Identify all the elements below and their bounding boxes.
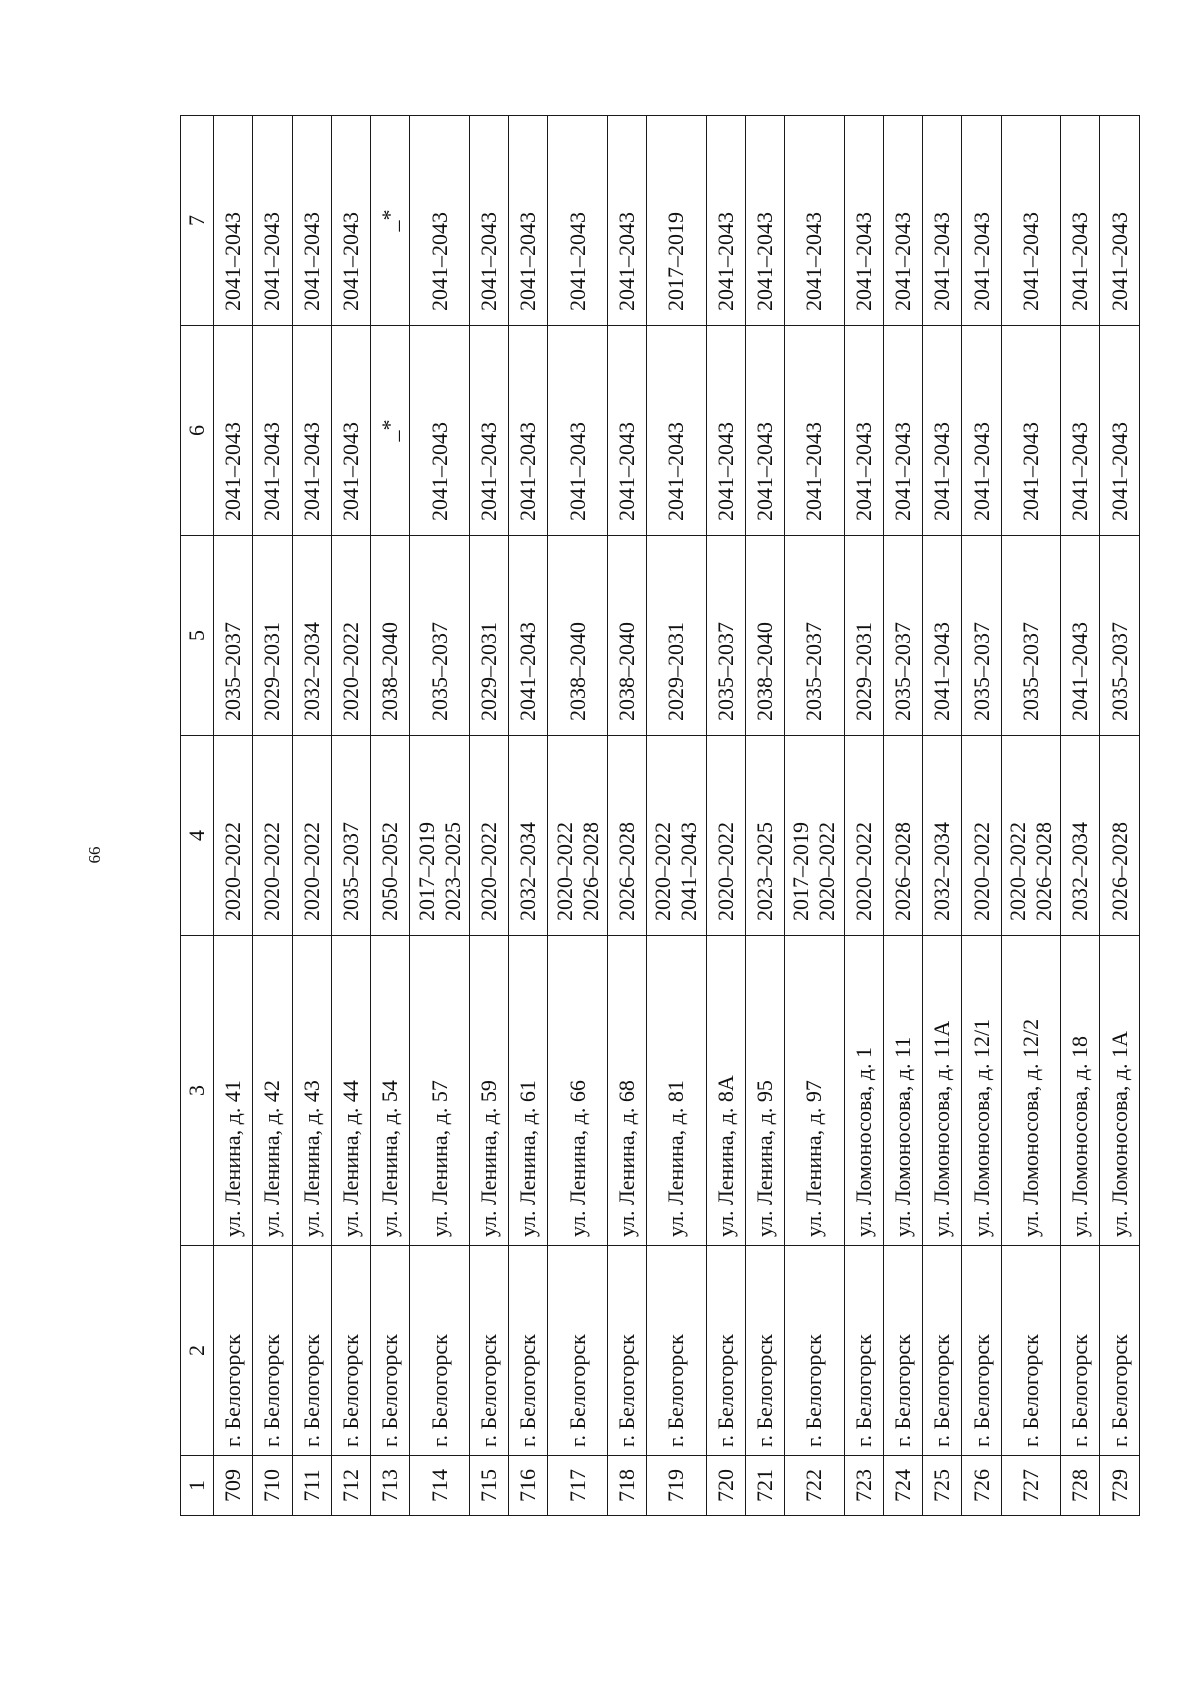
period-cell-col6: 2041–2043 [962,326,1001,536]
period-cell-col4 [923,736,962,936]
period-line: 2020–2022 [968,822,994,921]
period-cell-col6: 2041–2043 [214,326,253,536]
period-line: 2020–2022 [712,822,738,921]
period-cell-col6: 2041–2043 [883,326,922,536]
table-row [214,116,253,1516]
period-cell-col5: 2035–2037 [706,536,745,736]
period-cell-col4 [548,736,607,936]
period-cell-col7: _* [371,116,410,326]
period-line: 2026–2028 [614,822,640,921]
period-cell-col7: 2041–2043 [469,116,508,326]
table-row [1061,116,1100,1516]
period-cell-col4 [214,736,253,936]
table-row [706,116,745,1516]
period-cell-col4 [509,736,548,936]
table-row [607,116,646,1516]
table-row [410,116,469,1516]
period-cell-col6: 2041–2043 [785,326,844,536]
city-cell: г. Белогорск [923,1246,962,1456]
column-header-2: 2 [181,1246,214,1456]
period-cell-col5: 2035–2037 [962,536,1001,736]
period-cell-col7: 2041–2043 [410,116,469,326]
period-cell-col4 [410,736,469,936]
row-number: 727 [1001,1456,1060,1516]
period-cell-col6: 2041–2043 [509,326,548,536]
period-cell-col5: 2038–2040 [548,536,607,736]
period-cell-col7: 2041–2043 [844,116,883,326]
column-header-6: 6 [181,326,214,536]
period-line: 2020–2022 [551,822,577,921]
city-cell: г. Белогорск [509,1246,548,1456]
table-row [844,116,883,1516]
city-cell: г. Белогорск [469,1246,508,1456]
table-row [469,116,508,1516]
period-cell-col4 [785,736,844,936]
period-cell-col6: _* [371,326,410,536]
table-row [785,116,844,1516]
address-cell: ул. Ленина, д. 41 [214,936,253,1246]
table-row [371,116,410,1516]
address-cell: ул. Ленина, д. 66 [548,936,607,1246]
period-cell-col5: 2035–2037 [410,536,469,736]
period-cell-col4 [1100,736,1140,936]
table-header-row [181,116,214,1516]
row-number: 713 [371,1456,410,1516]
address-cell: ул. Ленина, д. 59 [469,936,508,1246]
period-cell-col4 [253,736,292,936]
address-cell: ул. Ленина, д. 97 [785,936,844,1246]
period-line: 2026–2028 [1030,822,1056,921]
city-cell: г. Белогорск [292,1246,331,1456]
row-number: 719 [647,1456,706,1516]
period-cell-col5: 2029–2031 [253,536,292,736]
period-cell-col5: 2035–2037 [1100,536,1140,736]
city-cell: г. Белогорск [883,1246,922,1456]
period-cell-col4 [331,736,370,936]
row-number: 717 [548,1456,607,1516]
period-cell-col6: 2041–2043 [923,326,962,536]
period-cell-col7: 2041–2043 [883,116,922,326]
period-cell-col6: 2041–2043 [1001,326,1060,536]
row-number: 710 [253,1456,292,1516]
period-cell-col5: 2029–2031 [647,536,706,736]
period-line: 2041–2043 [676,822,702,921]
address-cell: ул. Ленина, д. 8А [706,936,745,1246]
period-line: 2035–2037 [337,822,363,921]
period-cell-col4 [844,736,883,936]
city-cell: г. Белогорск [607,1246,646,1456]
period-line: 2020–2022 [1004,822,1030,921]
period-line: 2020–2022 [259,822,285,921]
period-cell-col7: 2041–2043 [292,116,331,326]
city-cell: г. Белогорск [253,1246,292,1456]
period-cell-col5: 2032–2034 [292,536,331,736]
city-cell: г. Белогорск [410,1246,469,1456]
period-cell-col5: 2035–2037 [1001,536,1060,736]
row-number: 715 [469,1456,508,1516]
city-cell: г. Белогорск [785,1246,844,1456]
period-cell-col6: 2041–2043 [607,326,646,536]
address-cell: ул. Ломоносова, д. 12/1 [962,936,1001,1246]
period-cell-col4 [1061,736,1100,936]
row-number: 725 [923,1456,962,1516]
address-cell: ул. Ленина, д. 43 [292,936,331,1246]
period-cell-col4 [962,736,1001,936]
table-row [883,116,922,1516]
period-cell-col7: 2041–2043 [962,116,1001,326]
period-cell-col6: 2041–2043 [844,326,883,536]
period-cell-col7: 2041–2043 [745,116,784,326]
row-number: 729 [1100,1456,1140,1516]
table-row [1100,116,1140,1516]
page-number: 66 [85,846,104,864]
table-row [923,116,962,1516]
period-cell-col7: 2041–2043 [1001,116,1060,326]
period-cell-col5: 2041–2043 [923,536,962,736]
row-number: 728 [1061,1456,1100,1516]
column-header-3: 3 [181,936,214,1246]
row-number: 716 [509,1456,548,1516]
row-number: 711 [292,1456,331,1516]
table-row [331,116,370,1516]
city-cell: г. Белогорск [214,1246,253,1456]
table-row [647,116,706,1516]
city-cell: г. Белогорск [1100,1246,1140,1456]
period-line: 2023–2025 [752,822,778,921]
period-line: 2020–2022 [298,822,324,921]
city-cell: г. Белогорск [331,1246,370,1456]
period-line: 2050–2052 [377,822,403,921]
city-cell: г. Белогорск [647,1246,706,1456]
table-body [214,116,1140,1516]
period-cell-col7: 2041–2043 [607,116,646,326]
period-cell-col4 [1001,736,1060,936]
period-cell-col6: 2041–2043 [410,326,469,536]
period-cell-col5: 2038–2040 [607,536,646,736]
address-cell: ул. Ломоносова, д. 12/2 [1001,936,1060,1246]
city-cell: г. Белогорск [1061,1246,1100,1456]
address-cell: ул. Ленина, д. 42 [253,936,292,1246]
city-cell: г. Белогорск [1001,1246,1060,1456]
table-row [1001,116,1060,1516]
period-cell-col6: 2041–2043 [706,326,745,536]
address-cell: ул. Ломоносова, д. 1 [844,936,883,1246]
row-number: 724 [883,1456,922,1516]
period-line: 2017–2019 [788,822,814,921]
period-cell-col7: 2041–2043 [509,116,548,326]
address-cell: ул. Ленина, д. 61 [509,936,548,1246]
period-cell-col6: 2041–2043 [647,326,706,536]
address-cell: ул. Ленина, д. 81 [647,936,706,1246]
schedule-table [180,115,1140,1516]
period-cell-col6: 2041–2043 [331,326,370,536]
period-cell-col4 [469,736,508,936]
period-line: 2020–2022 [850,822,876,921]
address-cell: ул. Ленина, д. 95 [745,936,784,1246]
period-line: 2026–2028 [1106,822,1132,921]
table-row [548,116,607,1516]
period-cell-col7: 2041–2043 [785,116,844,326]
city-cell: г. Белогорск [962,1246,1001,1456]
row-number: 720 [706,1456,745,1516]
period-cell-col5: 2035–2037 [785,536,844,736]
period-cell-col6: 2041–2043 [469,326,508,536]
address-cell: ул. Ломоносова, д. 18 [1061,936,1100,1246]
address-cell: ул. Ленина, д. 57 [410,936,469,1246]
column-header-4: 4 [181,736,214,936]
table-row [292,116,331,1516]
period-cell-col4 [371,736,410,936]
period-cell-col5: 2041–2043 [509,536,548,736]
period-cell-col4 [647,736,706,936]
city-cell: г. Белогорск [706,1246,745,1456]
row-number: 726 [962,1456,1001,1516]
period-cell-col7: 2041–2043 [331,116,370,326]
period-line: 2020–2022 [220,822,246,921]
city-cell: г. Белогорск [844,1246,883,1456]
period-cell-col4 [292,736,331,936]
address-cell: ул. Ленина, д. 54 [371,936,410,1246]
city-cell: г. Белогорск [548,1246,607,1456]
period-cell-col6: 2041–2043 [292,326,331,536]
period-line: 2020–2022 [814,822,840,921]
row-number: 723 [844,1456,883,1516]
period-cell-col6: 2041–2043 [1061,326,1100,536]
row-number: 712 [331,1456,370,1516]
period-cell-col5: 2038–2040 [745,536,784,736]
column-header-5: 5 [181,536,214,736]
period-cell-col7: 2041–2043 [214,116,253,326]
period-cell-col4 [706,736,745,936]
period-cell-col7: 2041–2043 [1100,116,1140,326]
row-number: 714 [410,1456,469,1516]
row-number: 709 [214,1456,253,1516]
period-cell-col4 [745,736,784,936]
period-cell-col5: 2035–2037 [214,536,253,736]
address-cell: ул. Ленина, д. 44 [331,936,370,1246]
address-cell: ул. Ломоносова, д. 11А [923,936,962,1246]
period-cell-col5: 2029–2031 [844,536,883,736]
period-line: 2032–2034 [1067,822,1093,921]
period-line: 2032–2034 [515,822,541,921]
city-cell: г. Белогорск [745,1246,784,1456]
period-cell-col6: 2041–2043 [253,326,292,536]
period-cell-col6: 2041–2043 [745,326,784,536]
period-cell-col7: 2041–2043 [706,116,745,326]
period-cell-col6: 2041–2043 [1100,326,1140,536]
period-line: 2026–2028 [890,822,916,921]
address-cell: ул. Ломоносова, д. 11 [883,936,922,1246]
period-cell-col5: 2038–2040 [371,536,410,736]
period-line: 2020–2022 [650,822,676,921]
period-cell-col6: 2041–2043 [548,326,607,536]
table-row [509,116,548,1516]
column-header-1: 1 [181,1456,214,1516]
period-cell-col7: 2041–2043 [253,116,292,326]
row-number: 722 [785,1456,844,1516]
address-cell: ул. Ленина, д. 68 [607,936,646,1246]
schedule-table-container [180,116,1140,1516]
period-cell-col7: 2017–2019 [647,116,706,326]
period-cell-col7: 2041–2043 [1061,116,1100,326]
table-row [253,116,292,1516]
table-row [962,116,1001,1516]
column-header-7: 7 [181,116,214,326]
period-line: 2032–2034 [929,822,955,921]
row-number: 718 [607,1456,646,1516]
city-cell: г. Белогорск [371,1246,410,1456]
period-cell-col5: 2029–2031 [469,536,508,736]
period-line: 2020–2022 [476,822,501,921]
period-cell-col5: 2020–2022 [331,536,370,736]
period-cell-col5: 2035–2037 [883,536,922,736]
table-row [745,116,784,1516]
period-cell-col5: 2041–2043 [1061,536,1100,736]
period-cell-col7: 2041–2043 [923,116,962,326]
address-cell: ул. Ломоносова, д. 1А [1100,936,1140,1246]
period-line: 2017–2019 [413,822,439,921]
period-cell-col7: 2041–2043 [548,116,607,326]
period-line: 2023–2025 [439,822,465,921]
period-line: 2026–2028 [577,822,603,921]
period-cell-col4 [607,736,646,936]
row-number: 721 [745,1456,784,1516]
period-cell-col4 [883,736,922,936]
